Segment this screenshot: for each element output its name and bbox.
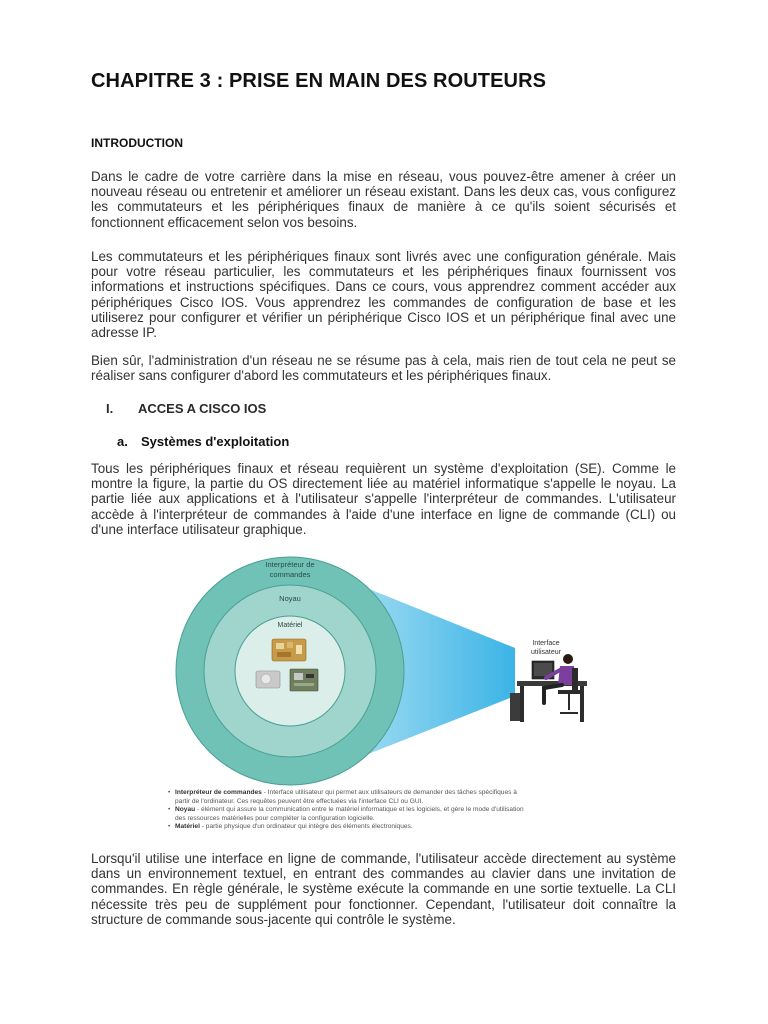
section-title: ACCES A CISCO IOS [138, 401, 267, 416]
kernel-label: Noyau [279, 594, 301, 603]
os-paragraph: Tous les périphériques finaux et réseau requièrent un système d'exploitation (SE). Comme le montre la figure, la partie du OS directement liée au matériel informatique s'appelle le noyau. La partie liée aux applications et à l'utilisateur s'appelle l'interpréteur de commandes. L'utilisateur accède à l'interpréteur de commandes à l'aide d'une interface en ligne de commande (CLI) ou d'une interface utilisateur graphique. [91, 461, 676, 537]
legend-text: - partie physique d'un ordinateur qui intègre des éléments électroniques. [199, 823, 413, 831]
legend-term: Noyau [175, 806, 196, 814]
intro-paragraph-2: Les commutateurs et les périphériques finaux sont livrés avec une configuration générale. Mais pour votre réseau particulier, les commutateurs et les périphériques finaux fournissent vos informations et instructions spécifiques. Dans ce cours, vous apprendrez comment accéder aux périphériques Cisco IOS. Vous apprendrez les commandes de configuration de base et les utiliserez pour configurer et vérifier un périphérique Cisco IOS et un périphérique final avec une adresse IP. [91, 249, 676, 341]
subsection-heading [117, 434, 289, 449]
legend-term: Matériel [175, 823, 200, 831]
shell-label-line1: Interpréteur de [265, 560, 315, 569]
legend-item [168, 789, 608, 806]
intro-paragraph-1: Dans le cadre de votre carrière dans la mise en réseau, vous pouvez-être amener à créer un nouveau réseau ou entretenir et améliorer un réseau existant. Dans les deux cas, vous configurez les commutateurs et les périphériques finaux de manière à ce qu'ils soient sécurisés et fonctionnent efficacement selon vos besoins. [91, 169, 676, 230]
legend-text: - élément qui assure la communication entre le matériel informatique et les logiciels, et gère le mode d'utilisation [195, 806, 524, 814]
legend-item [168, 806, 608, 823]
shell-label-line2: commandes [269, 570, 311, 579]
legend-bullet: • [168, 823, 171, 831]
chapter-title: CHAPITRE 3 : PRISE EN MAIN DES ROUTEURS [91, 70, 547, 92]
legend-bullet: • [168, 806, 171, 814]
legend-item [168, 823, 608, 832]
os-layers-diagram [160, 553, 620, 789]
subsection-title: Systèmes d'exploitation [141, 434, 290, 449]
figure-legend [168, 789, 608, 832]
introduction-heading: INTRODUCTION [91, 136, 183, 150]
circuit-board-icon [272, 639, 306, 661]
legend-text-continued: partir de l'ordinateur. Ces requêtes peuvent être effectuées via l'interface CLI ou GUI. [175, 797, 424, 805]
section-heading [106, 401, 266, 416]
user-interface-label-line2: utilisateur [531, 649, 561, 656]
legend-text: - Interface utilisateur qui permet aux utilisateurs de demander des tâches spécifiques à [261, 789, 517, 796]
hard-drive-icon [256, 671, 280, 688]
legend-term: Interpréteur de commandes [175, 789, 262, 796]
section-number: I. [106, 401, 114, 416]
motherboard-icon [290, 669, 318, 691]
user-at-computer-icon [510, 654, 587, 722]
cli-paragraph: Lorsqu'il utilise une interface en ligne de commande, l'utilisateur accède directement au système dans un environnement textuel, en entrant des commandes au clavier dans une invitation de commandes. En règle générale, le système exécute la commande en une sortie textuelle. La CLI nécessite très peu de supplément pour fonctionner. Cependant, l'utilisateur doit connaître la structure de commande sous-jacente qui contrôle le système. [91, 851, 676, 927]
user-interface-label-line1: Interface [532, 640, 560, 647]
subsection-letter: a. [117, 434, 128, 449]
hardware-label: Matériel [277, 622, 303, 629]
intro-paragraph-3: Bien sûr, l'administration d'un réseau ne se résume pas à cela, mais rien de tout cela ne peut se réaliser sans configurer d'abord les commutateurs et les périphériques finaux. [91, 353, 676, 384]
legend-bullet: • [168, 789, 171, 796]
legend-text-continued: des ressources matérielles pour compléter la configuration logicielle. [175, 814, 375, 822]
